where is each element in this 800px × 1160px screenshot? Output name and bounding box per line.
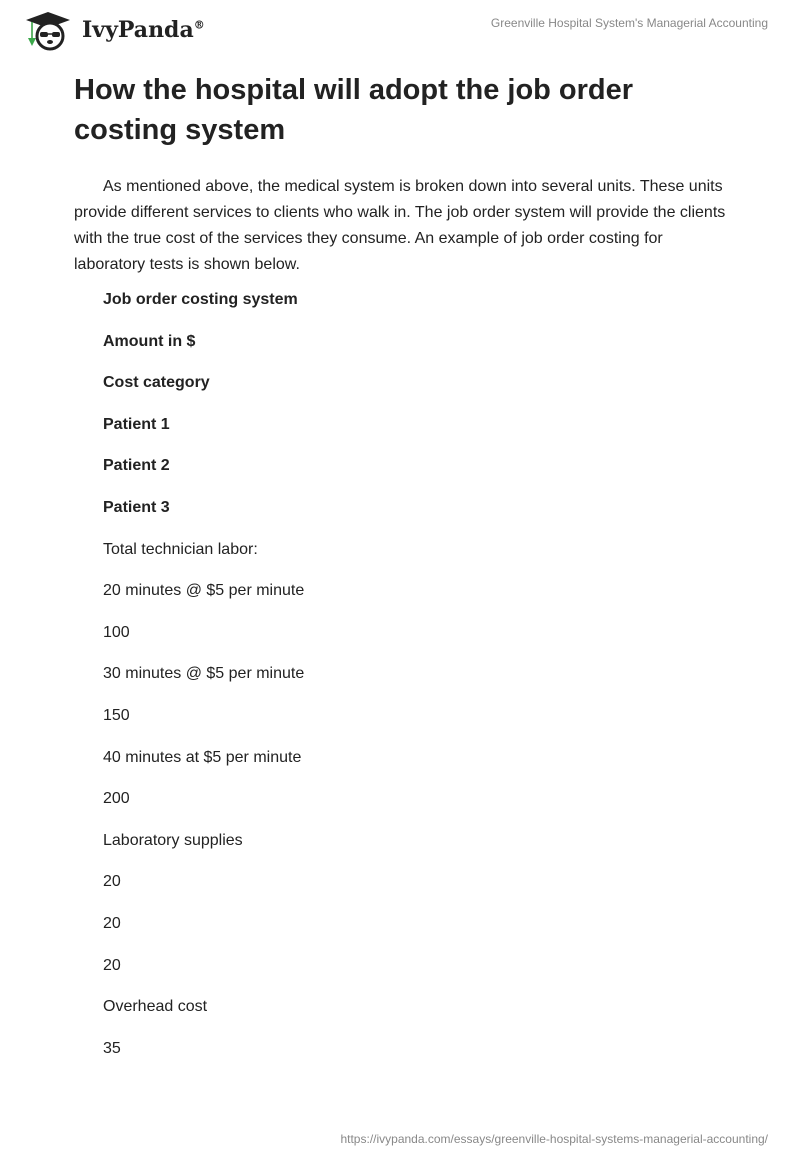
table-value-line: Total technician labor: — [103, 540, 258, 558]
table-heading-line: Patient 3 — [103, 498, 170, 516]
table-heading-line: Cost category — [103, 374, 210, 392]
ivypanda-logo[interactable] — [20, 8, 205, 52]
table-value-line: 35 — [103, 1039, 121, 1057]
table-value-line: Overhead cost — [103, 998, 208, 1016]
table-value-line: 20 — [103, 914, 121, 932]
table-value-line: 40 minutes at $5 per minute — [103, 748, 302, 766]
table-heading-line: Amount in $ — [103, 332, 196, 350]
table-value-line: 20 minutes @ $5 per minute — [103, 582, 305, 600]
table-value-line: 100 — [103, 623, 130, 641]
table-value-line: 200 — [103, 790, 130, 808]
table-value-line: Laboratory supplies — [103, 831, 243, 849]
table-heading-line: Job order costing system — [103, 291, 298, 308]
article-heading: How the hospital will adopt the job order costing system — [74, 74, 634, 146]
table-heading-line: Patient 1 — [103, 415, 170, 433]
article-intro: As mentioned above, the medical system is broken down into several units. These units provide different services to clients who walk in. The job order system will provide the clients with the true cost of the services they consume. An example of job order costing for laboratory tests is shown below. — [74, 178, 726, 273]
source-url: https://ivypanda.com/essays/greenville-hospital-systems-managerial-accounting/ — [340, 1132, 768, 1146]
logo-text: IvyPanda® — [82, 17, 205, 43]
table-heading-line: Patient 2 — [103, 457, 170, 475]
table-value-line: 20 — [103, 956, 121, 974]
site-title: Greenville Hospital System's Managerial Accounting — [490, 16, 768, 30]
panda-logo-icon — [20, 8, 76, 52]
job-order-costing-content — [103, 290, 703, 1080]
table-value-line: 20 — [103, 873, 121, 891]
table-value-line: 30 minutes @ $5 per minute — [103, 665, 305, 683]
page-header — [20, 8, 780, 52]
table-value-line: 150 — [103, 706, 130, 724]
